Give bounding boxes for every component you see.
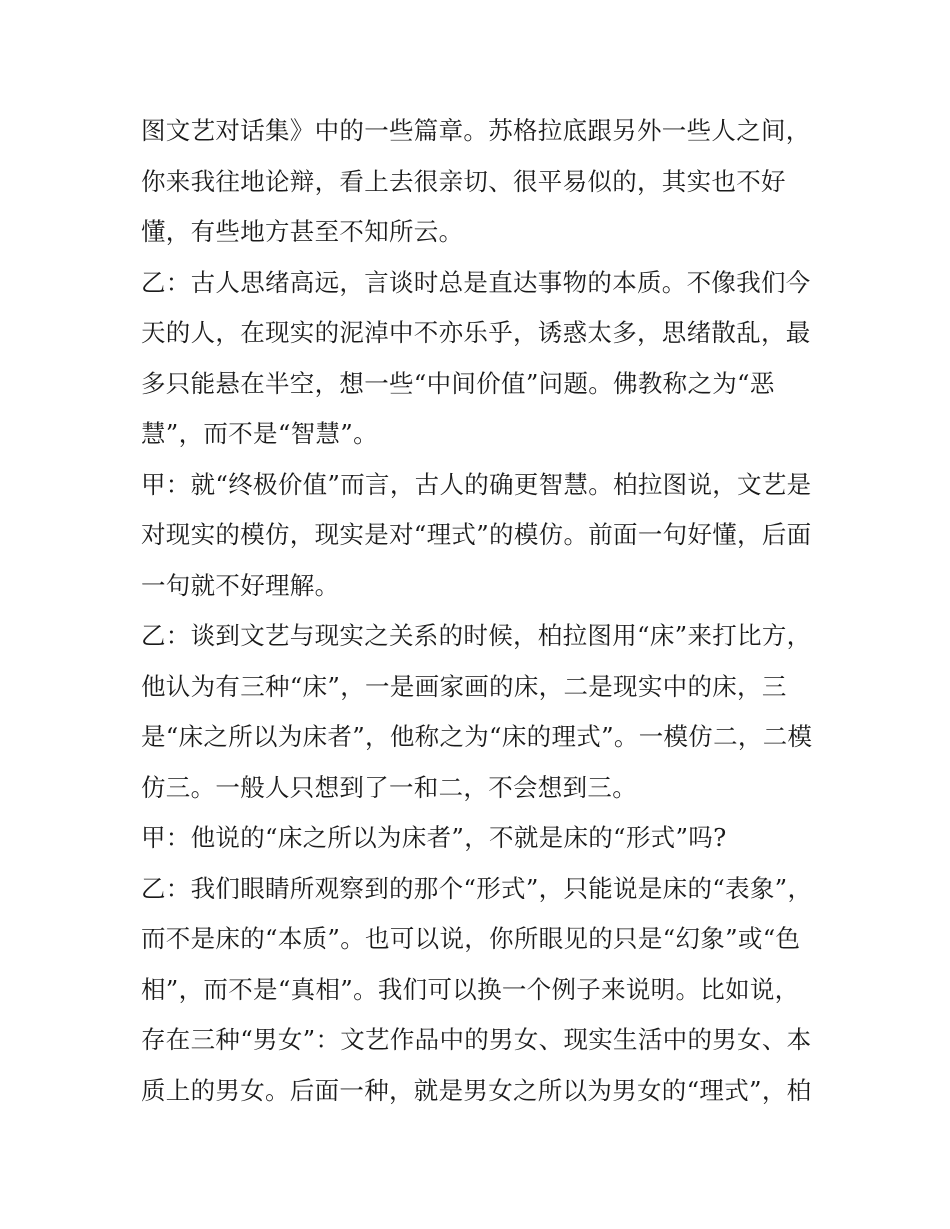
text-line-16: 乙：我们眼睛所观察到的那个“形式”，只能说是床的“表象”， bbox=[141, 873, 813, 903]
text-line-14: 仿三。一般人只想到了一和二，不会想到三。 bbox=[141, 772, 637, 802]
text-line-18: 相”，而不是“真相”。我们可以换一个例子来说明。比如说， bbox=[141, 974, 800, 1004]
text-line-2: 你来我往地论辩，看上去很亲切、很平易似的，其实也不好 bbox=[141, 166, 786, 196]
text-line-4: 乙：古人思绪高远，言谈时总是直达事物的本质。不像我们今 bbox=[141, 267, 811, 297]
text-line-10: 一句就不好理解。 bbox=[141, 570, 340, 600]
text-line-13: 是“床之所以为床者”，他称之为“床的理式”。一模仿二，二模 bbox=[141, 722, 813, 751]
text-line-3: 懂，有些地方甚至不知所云。 bbox=[141, 217, 464, 246]
text-line-8: 甲：就“终极价值”而言，古人的确更智慧。柏拉图说，文艺是 bbox=[141, 469, 812, 499]
text-line-6: 多只能悬在半空，想一些“中间价值”问题。佛教称之为“恶 bbox=[141, 368, 775, 398]
text-line-7: 慧”，而不是“智慧”。 bbox=[141, 419, 378, 448]
text-line-15: 甲：他说的“床之所以为床者”，不就是床的“形式”吗? bbox=[141, 823, 727, 852]
document-body bbox=[141, 106, 821, 1116]
text-line-19: 存在三种“男女”：文艺作品中的男女、现实生活中的男女、本 bbox=[141, 1025, 812, 1054]
text-line-11: 乙：谈到文艺与现实之关系的时候，柏拉图用“床”来打比方， bbox=[141, 621, 812, 650]
text-line-20: 质上的男女。后面一种，就是男女之所以为男女的“理式”，柏 bbox=[141, 1075, 812, 1105]
text-line-5: 天的人，在现实的泥淖中不亦乐乎，诱惑太多，思绪散乱，最 bbox=[141, 318, 811, 347]
text-line-9: 对现实的模仿，现实是对“理式”的模仿。前面一句好懂，后面 bbox=[141, 520, 812, 549]
text-line-1: 图文艺对话集》中的一些篇章。苏格拉底跟另外一些人之间， bbox=[141, 116, 811, 145]
text-line-17: 而不是床的“本质”。也可以说，你所眼见的只是“幻象”或“色 bbox=[141, 924, 801, 953]
text-line-12: 他认为有三种“床”，一是画家画的床，二是现实中的床，三 bbox=[141, 671, 787, 701]
